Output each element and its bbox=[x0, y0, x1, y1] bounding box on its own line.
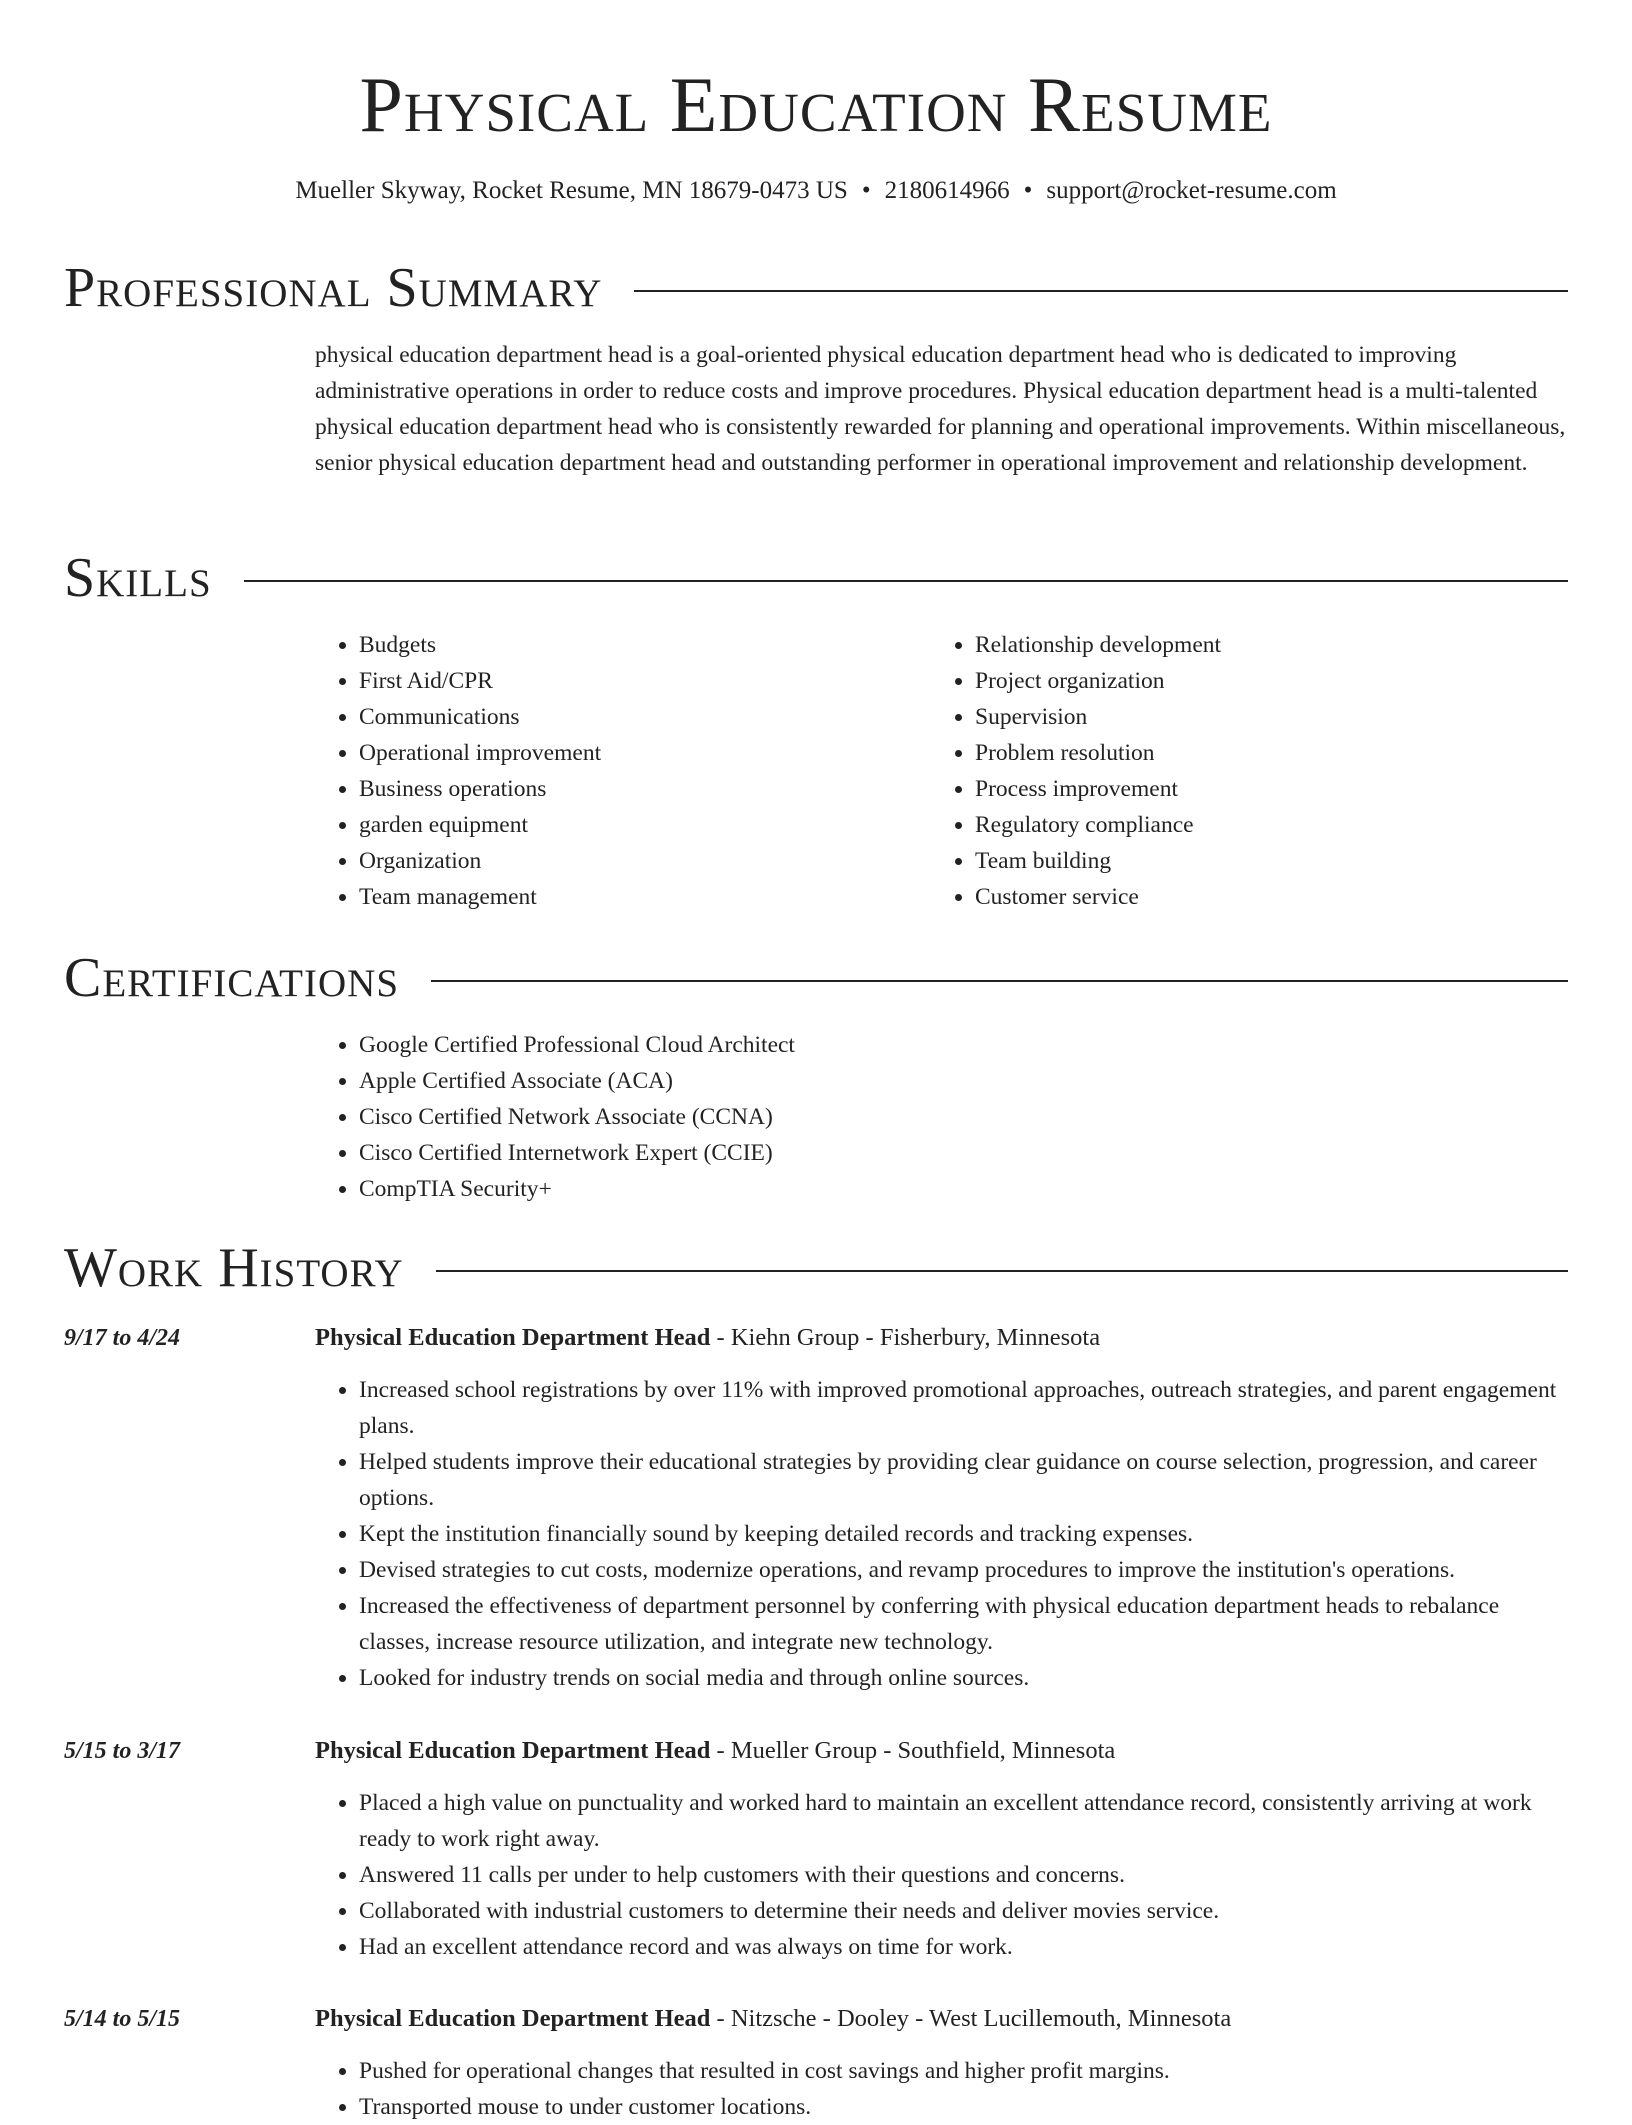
section-professional-summary bbox=[64, 257, 1568, 319]
certifications-list bbox=[315, 1027, 1565, 1207]
contact-phone: 2180614966 bbox=[884, 177, 1010, 204]
resume-title: Physical Education Resume bbox=[359, 61, 1273, 148]
skill-item: • Operational improvement bbox=[359, 735, 915, 771]
job-bullet: • Pushed for operational changes that resulted in cost savings and higher profit margins. bbox=[359, 2053, 1569, 2089]
job-company-location: - Mueller Group - Southfield, Minnesota bbox=[710, 1737, 1116, 1764]
job-bullet: • Increased school registrations by over 11% with improved promotional approaches, outreach strategies, and parent engagement plans. bbox=[359, 1372, 1569, 1444]
job-title: Physical Education Department Head bbox=[315, 1737, 711, 1764]
contact-address: Mueller Skyway, Rocket Resume, MN 18679-0473 US bbox=[295, 177, 848, 204]
certification-item: • Google Certified Professional Cloud Architect bbox=[359, 1027, 1565, 1063]
certification-item: • Cisco Certified Internetwork Expert (CCIE) bbox=[359, 1135, 1565, 1171]
summary-text: physical education department head is a goal-oriented physical education department head who is dedicated to improving administrative operations in order to reduce costs and improve procedures. Physical education department head is a multi-talented physical education department head who is consistently rewarded for planning and operational improvements. Within miscellaneous, senior physical education department head and outstanding performer in operational improvement and relationship development. bbox=[315, 342, 1566, 476]
certification-item: • Cisco Certified Network Associate (CCNA) bbox=[359, 1099, 1565, 1135]
job-company-location: - Kiehn Group - Fisherbury, Minnesota bbox=[710, 1324, 1101, 1351]
certification-item: • Apple Certified Associate (ACA) bbox=[359, 1063, 1565, 1099]
job-bullet: • Kept the institution financially sound by keeping detailed records and tracking expenses. bbox=[359, 1516, 1569, 1552]
job-bullet: • Increased the effectiveness of department personnel by conferring with physical education department heads to rebalance classes, increase resource utilization, and integrate new technology. bbox=[359, 1588, 1569, 1660]
skill-item: • Customer service bbox=[975, 879, 1531, 915]
section-skills bbox=[64, 547, 1568, 609]
section-certifications bbox=[64, 947, 1568, 1009]
job-heading bbox=[315, 1733, 1115, 1769]
skill-item: • Budgets bbox=[359, 627, 915, 663]
section-heading: Work History bbox=[64, 1237, 404, 1299]
job-heading bbox=[315, 1320, 1100, 1356]
job-dates: 5/14 to 5/15 bbox=[64, 2006, 181, 2032]
skill-item: • Relationship development bbox=[975, 627, 1531, 663]
job-dates: 9/17 to 4/24 bbox=[64, 1325, 181, 1351]
job-bullets bbox=[315, 1372, 1569, 1696]
skill-item: • First Aid/CPR bbox=[359, 663, 915, 699]
certification-item: • CompTIA Security+ bbox=[359, 1171, 1565, 1207]
job-bullet: • Devised strategies to cut costs, modernize operations, and revamp procedures to improve the institution's operations. bbox=[359, 1552, 1569, 1588]
skill-item: • garden equipment bbox=[359, 807, 915, 843]
section-divider bbox=[634, 290, 1568, 292]
job-bullets bbox=[315, 1785, 1569, 1965]
job-dates: 5/15 to 3/17 bbox=[64, 1738, 181, 1764]
skill-item: • Process improvement bbox=[975, 771, 1531, 807]
job-title: Physical Education Department Head bbox=[315, 2005, 711, 2032]
job-title: Physical Education Department Head bbox=[315, 1324, 711, 1351]
job-bullet: • Helped students improve their educational strategies by providing clear guidance on course selection, progression, and career options. bbox=[359, 1444, 1569, 1516]
job-bullet: • Collaborated with industrial customers to determine their needs and deliver movies service. bbox=[359, 1893, 1569, 1929]
contact-separator: • bbox=[1023, 177, 1033, 204]
contact-email: support@rocket-resume.com bbox=[1046, 177, 1337, 204]
job-bullet: • Had an excellent attendance record and was always on time for work. bbox=[359, 1929, 1569, 1965]
job-bullets bbox=[315, 2053, 1569, 2125]
section-work-history bbox=[64, 1237, 1568, 1299]
job-heading bbox=[315, 2001, 1231, 2037]
job-bullet: • Answered 11 calls per under to help customers with their questions and concerns. bbox=[359, 1857, 1569, 1893]
skill-item: • Problem resolution bbox=[975, 735, 1531, 771]
job-bullet: • Looked for industry trends on social media and through online sources. bbox=[359, 1660, 1569, 1696]
contact-line bbox=[0, 174, 1632, 208]
section-heading: Skills bbox=[64, 547, 212, 609]
section-divider bbox=[431, 980, 1568, 982]
skill-item: • Project organization bbox=[975, 663, 1531, 699]
contact-separator: • bbox=[861, 177, 871, 204]
skill-item: • Team management bbox=[359, 879, 915, 915]
skill-item: • Organization bbox=[359, 843, 915, 879]
skills-column-right bbox=[931, 627, 1531, 915]
section-heading: Professional Summary bbox=[64, 257, 603, 319]
skill-item: • Regulatory compliance bbox=[975, 807, 1531, 843]
skill-item: • Supervision bbox=[975, 699, 1531, 735]
section-heading: Certifications bbox=[64, 947, 400, 1009]
skill-item: • Business operations bbox=[359, 771, 915, 807]
skill-item: • Team building bbox=[975, 843, 1531, 879]
section-divider bbox=[244, 580, 1568, 582]
skill-item: • Communications bbox=[359, 699, 915, 735]
job-bullet: • Placed a high value on punctuality and worked hard to maintain an excellent attendance record, consistently arriving at work ready to work right away. bbox=[359, 1785, 1569, 1857]
section-divider bbox=[436, 1270, 1568, 1272]
job-bullet: • Transported mouse to under customer locations. bbox=[359, 2089, 1569, 2125]
skills-column-left bbox=[315, 627, 915, 915]
job-company-location: - Nitzsche - Dooley - West Lucillemouth, Minnesota bbox=[710, 2005, 1232, 2032]
